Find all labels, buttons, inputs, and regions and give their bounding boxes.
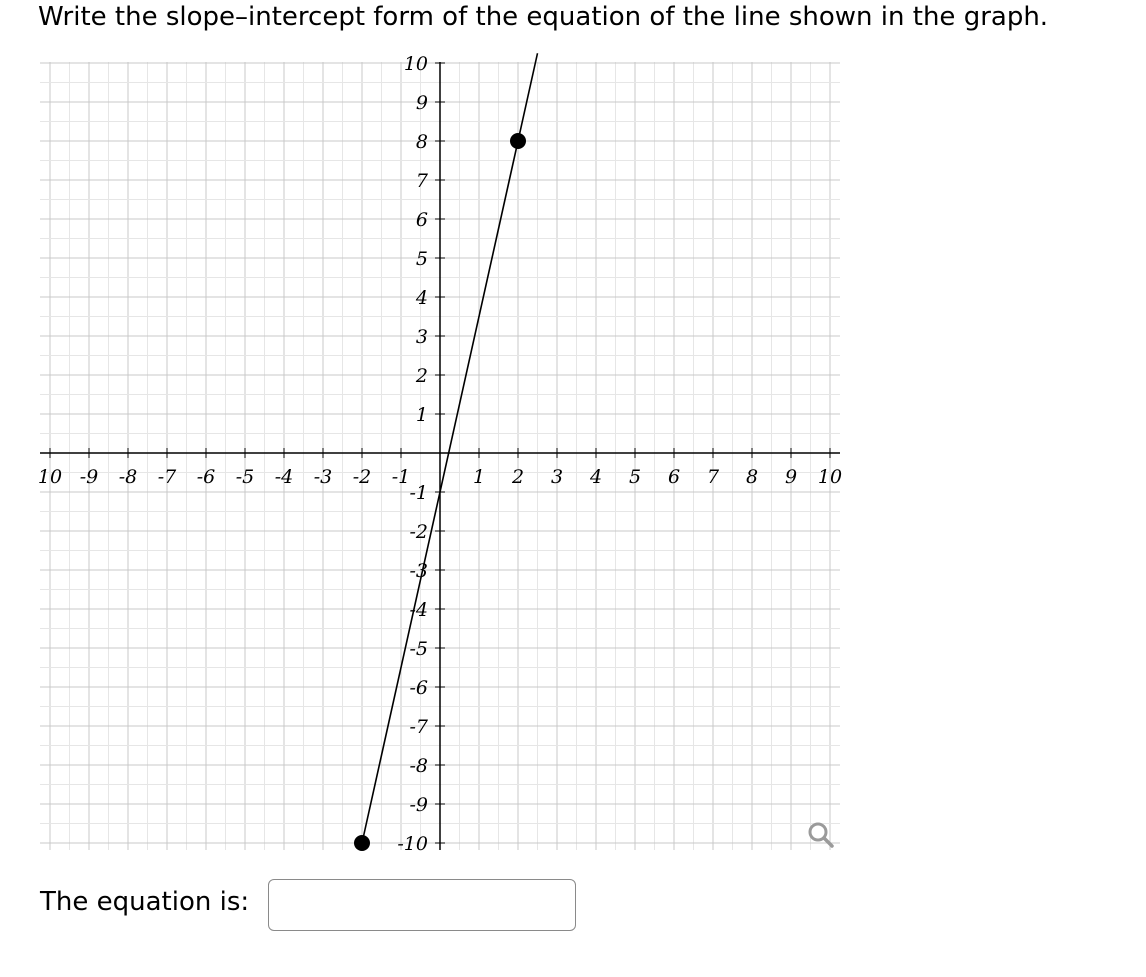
x-tick-label: -3 [313, 466, 333, 488]
y-tick-label: 9 [415, 92, 428, 114]
x-tick-label: 5 [628, 466, 642, 488]
y-tick-label: -10 [397, 833, 428, 855]
plot-line [362, 53, 538, 843]
y-tick-label: -1 [409, 482, 428, 504]
y-tick-label: -5 [409, 638, 428, 660]
y-tick-label: -3 [409, 560, 428, 582]
equation-input[interactable] [268, 879, 576, 931]
plot-line-group [362, 53, 538, 843]
y-tick-label: 2 [415, 365, 428, 387]
x-tick-label: 10 [37, 466, 63, 488]
x-tick-label: -1 [391, 466, 411, 488]
x-tick-label: 8 [745, 466, 759, 488]
y-tick-labels [397, 53, 429, 855]
plot-point[interactable] [354, 835, 370, 851]
y-tick-label: 1 [415, 404, 428, 426]
y-tick-label: 3 [415, 326, 428, 348]
y-tick-label: 4 [415, 287, 428, 309]
x-tick-label: 4 [589, 466, 603, 488]
y-tick-label: 8 [415, 131, 428, 153]
y-tick-label: -6 [409, 677, 428, 699]
plot-point[interactable] [510, 133, 526, 149]
answer-label: The equation is: [40, 887, 250, 917]
x-tick-label: -5 [235, 466, 255, 488]
x-tick-label: 9 [784, 466, 798, 488]
y-tick-label: -9 [409, 794, 428, 816]
x-tick-label: -7 [157, 466, 177, 488]
x-tick-label: 7 [706, 466, 720, 488]
y-tick-label: -2 [409, 521, 428, 543]
y-tick-label: -4 [409, 599, 428, 621]
x-tick-label: 6 [667, 466, 681, 488]
question-text: Write the slope–intercept form of the equation of the line shown in the graph. [38, 2, 1049, 32]
x-tick-label: 3 [550, 466, 564, 488]
y-tick-label: -7 [409, 716, 428, 738]
x-tick-label: -8 [118, 466, 138, 488]
x-tick-label: 1 [472, 466, 486, 488]
x-tick-label: 2 [511, 466, 525, 488]
y-tick-label: 10 [403, 53, 428, 75]
y-tick-label: 5 [415, 248, 428, 270]
x-tick-label: -6 [196, 466, 216, 488]
x-tick-label: -4 [274, 466, 294, 488]
x-tick-label: 10 [817, 466, 843, 488]
x-tick-label: -9 [79, 466, 99, 488]
y-tick-label: -8 [409, 755, 428, 777]
x-tick-label: -2 [352, 466, 372, 488]
y-tick-label: 7 [415, 170, 428, 192]
y-tick-label: 6 [415, 209, 428, 231]
